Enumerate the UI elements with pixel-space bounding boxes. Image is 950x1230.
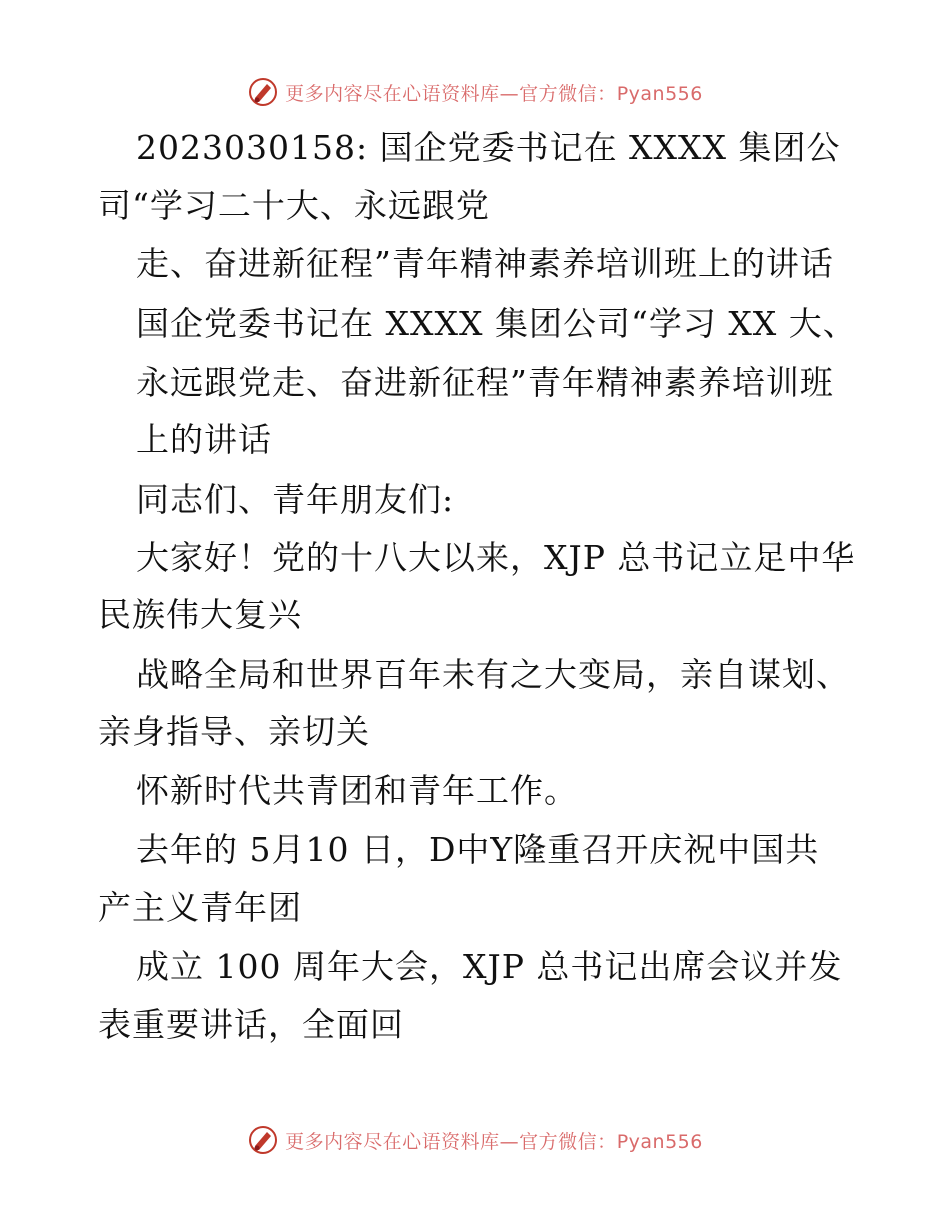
pen-circle-logo-icon (247, 76, 279, 108)
doc-paragraph-line: 战略全局和世界百年未有之大变局，亲自谋划、 (136, 655, 850, 694)
header-watermark (0, 72, 950, 112)
doc-paragraph-line: 永远跟党走、奋进新征程”青年精神素养培训班 (136, 363, 834, 402)
doc-paragraph-line: 上的讲话 (136, 420, 272, 459)
doc-paragraph-line: 产主义青年团 (98, 888, 302, 927)
watermark-title: 更多内容尽在心语资料库 (285, 82, 500, 105)
watermark-title: 更多内容尽在心语资料库 (285, 1130, 500, 1153)
watermark-text (285, 1127, 703, 1154)
doc-paragraph-line: 表重要讲话，全面回 (98, 1005, 404, 1044)
doc-paragraph-line: 国企党委书记在 XXXX 集团公司“学习 XX 大、 (136, 304, 857, 343)
doc-paragraph-line: 大家好！党的十八大以来，XJP 总书记立足中华 (136, 538, 856, 577)
doc-greeting: 同志们、青年朋友们: (136, 480, 455, 519)
watermark-wechat-id: Pyan556 (616, 82, 703, 105)
watermark-official-label: 官方微信： (519, 1130, 617, 1153)
watermark-official-label: 官方微信： (519, 82, 617, 105)
doc-paragraph-line: 去年的 5月10 日，D中Y隆重召开庆祝中国共 (136, 830, 820, 869)
pen-circle-logo-icon (247, 1124, 279, 1156)
doc-title-line-2: 司“学习二十大、永远跟党 (98, 186, 490, 225)
doc-paragraph-line: 亲身指导、亲切关 (98, 712, 370, 751)
doc-paragraph-line: 成立 100 周年大会，XJP 总书记出席会议并发 (136, 947, 843, 986)
doc-paragraph-line: 民族伟大复兴 (98, 595, 302, 634)
footer-watermark (0, 1120, 950, 1160)
watermark-text (285, 79, 703, 106)
watermark-wechat-id: Pyan556 (616, 1130, 703, 1153)
watermark-separator: — (499, 82, 520, 105)
watermark-separator: — (499, 1130, 520, 1153)
doc-paragraph-line: 怀新时代共青团和青年工作。 (136, 771, 578, 810)
doc-title-line-3: 走、奋进新征程”青年精神素养培训班上的讲话 (136, 244, 834, 283)
doc-title-line-1: 2023030158: 国企党委书记在 XXXX 集团公 (136, 128, 841, 167)
